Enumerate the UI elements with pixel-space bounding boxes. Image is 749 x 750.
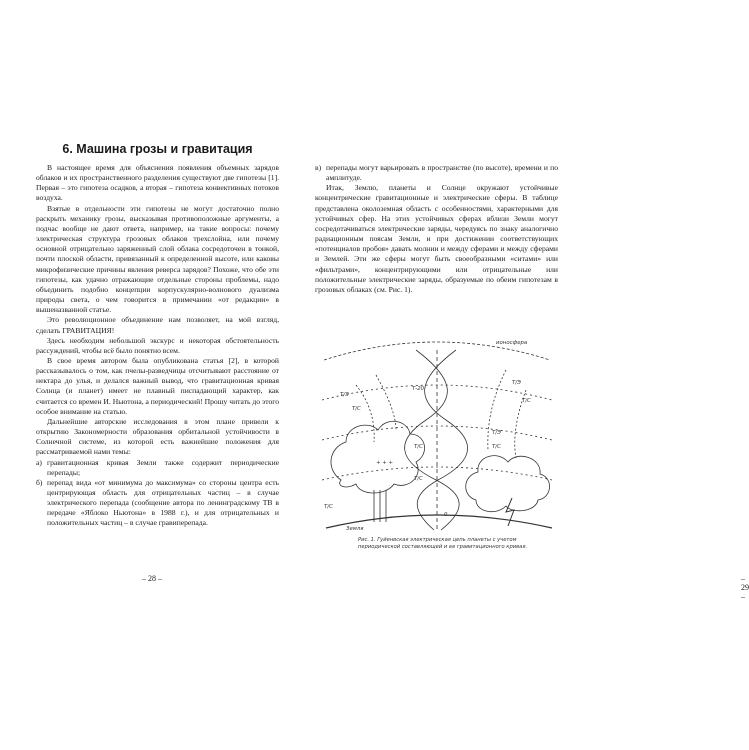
page-number: – 29 – [741, 574, 749, 601]
leader-line [488, 370, 506, 450]
right-text-column [315, 163, 558, 295]
left-cloud [331, 421, 425, 493]
list-marker: в) [315, 163, 322, 172]
paragraph: Итак, Землю, планеты и Солнце окружают устойчивые концентрические гравитационные и электрические сферы. В таблице представлена околоземная область с особенностями, характерными для устойчивых сфер. На этих устойчивых сферах вблизи Земли могут сосредотачиваться электрические заряды, чередуясь по знаку аналогично радиационным поясам Земли, и при достижении соответствующих «потенциалов пробоя» давать молнии и между сферами и между сферами и Землей. Эти же сферы могут быть своеобразными «ситами» или «фильтрами», концентрирующими или отрицательные или положительные электрические заряды, образуемые по обеим гипотезам в грозовых облаках (см. Рис. 1). [315, 183, 558, 294]
leader-line [356, 385, 374, 442]
charge-label: + + + [376, 460, 393, 466]
gravity-curve [417, 350, 467, 530]
right-cloud [466, 456, 550, 512]
list-text: перепад вида «от минимума до максимума» со стороны центра есть центрирующая область для отрицательных частиц – в случае электрического перепада (сообщение автора по ленинградскому ТВ в передаче «Яблоко Ньютона» в 1988 г.), и для отрицательных и положительных частиц – в случае гравиперепада. [47, 477, 279, 528]
lightning-bolt [506, 498, 514, 526]
paragraph: Дальнейшие авторские исследования в этом плане привели к открытию Закономерности образования орбитальной устойчивости в Солнечной системе, из которой есть важнейшие положения для рассматриваемой нами темы: [36, 416, 279, 457]
list-text: перепады могут варьировать в пространстве (по высоте), времени и по амплитуде. [326, 163, 558, 183]
sphere-label: Т-20 [412, 386, 425, 392]
sphere-label: Т/С [352, 406, 361, 412]
sphere-label: Т/Э [512, 380, 521, 386]
left-page [0, 0, 300, 750]
figure-1-diagram [316, 330, 558, 570]
paragraph: В настоящее время для объяснения появления объемных зарядов облаков и их пространственного разделения существуют две гипотезы [1]. Первая – это гипотеза осадков, а вторая – гипотеза конвективных потоков воздуха. [36, 163, 279, 203]
sphere-label: Т/С [414, 476, 423, 482]
paragraph: Взятые в отдельности эти гипотезы не могут достаточно полно раскрыть механику грозы, высказывая противоположные аргументы, а подчас вообще не дают ответа, например, на такие вопросы: почему электрическая структура грозовых облаков трехслойна, или почему основной отрицательно заряженный слой облака сосредоточен в тонкой, почти плоской области, привязанный к определенной высоте, или каковы микрофизические причины явления реверса зарядов? Похоже, что обе эти гипотезы, как удачно отражающие отдельные стороны проблемы, надо объединить подобно концепции корпускулярно-волнового дуализма природы света, о чем говорится в примечании «от редакции» в вышеназванной статье. [36, 203, 279, 315]
list-item [315, 163, 558, 183]
ionosphere-label: ионосфера [496, 340, 528, 346]
section-heading: 6. Машина грозы и гравитация [62, 142, 253, 156]
sphere-label: Т/С [492, 444, 501, 450]
left-text-column [36, 163, 279, 529]
zero-label: 0 [444, 512, 448, 518]
sphere-label: Т/С [324, 504, 333, 510]
earth-label: Земля [346, 526, 364, 532]
paragraph: Это революционное объединение нам позволяет, на мой взгляд, сделать ГРАВИТАЦИЯ! [36, 315, 279, 335]
sphere-label: Т/С [414, 444, 423, 450]
sphere-label: Т/С [522, 398, 531, 404]
paragraph: В свое время автором была опубликована статья [2], в которой рассказывалось о том, как пчелы-разведчицы отсчитывают расстояние от нектара до улья, и делался важный вывод, что гравитационная кривая Солнца (и планет) имеет не плавный писпадающий характер, как считается со времен И. Ньютона, а периодический! Прошу читать до этого особое внимание на статью. [36, 355, 279, 416]
sphere-label: Т/Э [340, 392, 349, 398]
list-item [36, 458, 279, 478]
page-number: – 28 – [142, 574, 162, 583]
leader-line [376, 375, 396, 430]
list-marker: а) [36, 457, 42, 467]
list-marker: б) [36, 477, 43, 487]
gravity-curve [405, 350, 460, 530]
list-item [36, 478, 279, 529]
paragraph: Здесь необходим небольшой экскурс и некоторая обстоятельность рассуждений, чтобы всё было понятно всем. [36, 335, 279, 355]
sphere-label: Т/Э [492, 430, 501, 436]
list-text: гравитационная кривая Земли также содержит периодические перепады; [47, 457, 279, 477]
figure-caption: Рис. 1. Гуйенвская электрическая цепь планеты с учетом периодической составляющей и ее гравитационного кривая. [358, 537, 528, 550]
